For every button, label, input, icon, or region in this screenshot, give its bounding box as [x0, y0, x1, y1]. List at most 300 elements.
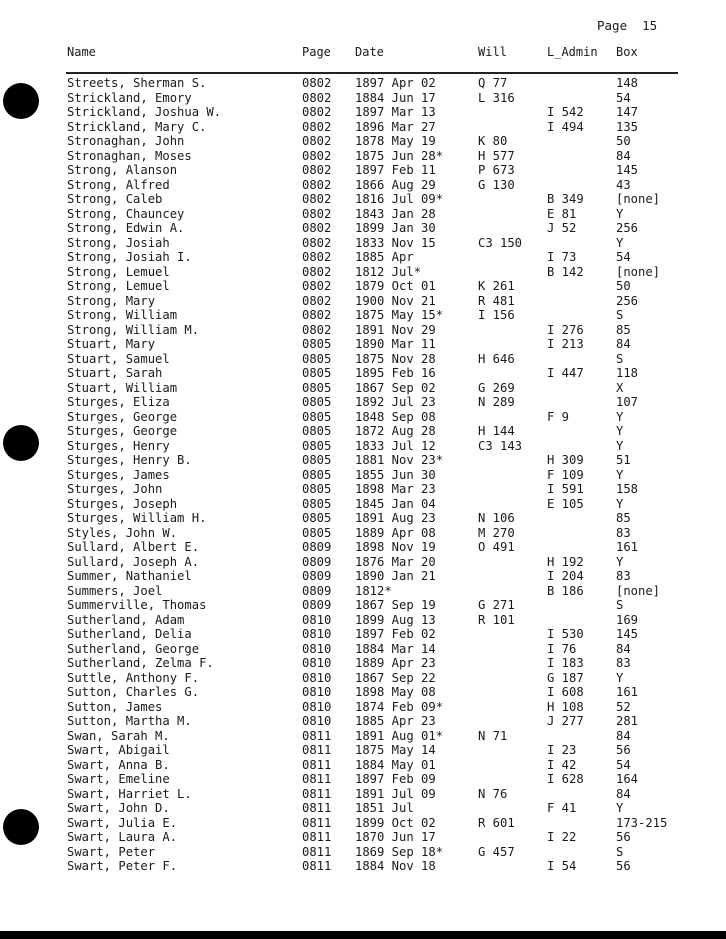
entry-box: 281 — [616, 714, 639, 728]
entry-will: L 316 — [478, 90, 515, 105]
entry-box: 256 — [616, 293, 639, 308]
page-number: Page 15 — [597, 18, 658, 33]
entry-name: Swart, Abigail — [67, 743, 170, 757]
table-row — [0, 613, 726, 628]
entry-date: 1884 Jun 17 — [355, 90, 436, 105]
entry-box: Y — [616, 235, 624, 250]
entry-box: S — [616, 351, 624, 366]
table-row — [0, 294, 726, 309]
entry-date: 1879 Oct 01 — [355, 279, 436, 293]
entry-name: Summers, Joel — [67, 583, 163, 598]
table-row — [0, 323, 726, 338]
entry-admin: I 23 — [547, 743, 577, 757]
header-box: Box — [616, 45, 638, 59]
table-row — [0, 453, 726, 468]
table-row — [0, 526, 726, 541]
entry-admin: E 81 — [547, 206, 577, 221]
entry-page: 0811 — [302, 786, 332, 801]
entry-box: 54 — [616, 90, 631, 105]
entry-box: 56 — [616, 859, 631, 873]
entry-admin: I 628 — [547, 772, 584, 786]
entry-will: Q 77 — [478, 76, 508, 90]
entry-name: Strong, Josiah — [67, 235, 170, 250]
entry-page: 0802 — [302, 293, 332, 308]
table-row — [0, 221, 726, 236]
entry-page: 0811 — [302, 772, 332, 786]
entry-admin: F 109 — [547, 467, 584, 482]
entry-page: 0802 — [302, 221, 332, 235]
table-row — [0, 395, 726, 410]
entry-page: 0809 — [302, 569, 332, 583]
entry-date: 1885 Apr 23 — [355, 714, 436, 728]
entry-admin: G 187 — [547, 670, 584, 685]
entry-name: Sturges, James — [67, 467, 170, 482]
entry-page: 0805 — [302, 467, 332, 482]
table-row — [0, 700, 726, 715]
entry-box: 107 — [616, 395, 639, 409]
entry-name: Sturges, Henry B. — [67, 453, 192, 467]
entry-admin: I 54 — [547, 859, 577, 873]
entry-admin: I 542 — [547, 105, 584, 119]
entry-page: 0802 — [302, 148, 332, 163]
table-row — [0, 772, 726, 787]
entry-admin: I 494 — [547, 119, 584, 134]
entry-will: O 491 — [478, 540, 515, 554]
entry-date: 1891 Aug 01* — [355, 728, 444, 743]
entry-date: 1869 Sep 18* — [355, 844, 444, 859]
entry-page: 0811 — [302, 844, 332, 859]
entry-admin: H 192 — [547, 554, 584, 569]
entry-name: Strong, Alfred — [67, 177, 170, 192]
header-admin: L_Admin — [547, 45, 598, 59]
table-row — [0, 76, 726, 91]
entry-box: 118 — [616, 366, 639, 380]
entry-name: Summer, Nathaniel — [67, 569, 192, 583]
entry-admin: I 183 — [547, 656, 584, 670]
entry-box: Y — [616, 554, 624, 569]
table-row — [0, 816, 726, 831]
entry-name: Sutherland, George — [67, 641, 200, 656]
entry-name: Sturges, Eliza — [67, 395, 170, 409]
entry-date: 1890 Mar 11 — [355, 337, 436, 351]
entry-page: 0805 — [302, 438, 332, 453]
entry-box: 43 — [616, 177, 631, 192]
entry-page: 0810 — [302, 670, 332, 685]
entry-box: 161 — [616, 685, 639, 699]
entry-date: 1875 Nov 28 — [355, 351, 436, 366]
entry-box: X — [616, 380, 624, 395]
entry-will: H 577 — [478, 148, 515, 163]
entry-date: 1897 Feb 02 — [355, 627, 436, 641]
entry-date: 1889 Apr 08 — [355, 525, 436, 540]
entry-box: Y — [616, 424, 624, 438]
entry-admin: I 42 — [547, 757, 577, 772]
index-table — [0, 76, 726, 874]
entry-page: 0805 — [302, 351, 332, 366]
entry-admin: B 142 — [547, 264, 584, 279]
entry-page: 0805 — [302, 511, 332, 525]
table-row — [0, 207, 726, 222]
table-row — [0, 555, 726, 570]
entry-box: 51 — [616, 453, 631, 467]
entry-box: 83 — [616, 525, 631, 540]
entry-date: 1833 Jul 12 — [355, 438, 436, 453]
entry-page: 0802 — [302, 192, 332, 206]
entry-date: 1812 Jul* — [355, 264, 422, 279]
entry-box: 135 — [616, 119, 639, 134]
entry-will: K 80 — [478, 134, 508, 148]
entry-will: I 156 — [478, 308, 515, 322]
entry-admin: I 608 — [547, 685, 584, 699]
entry-box: 173-215 — [616, 815, 668, 830]
entry-page: 0805 — [302, 424, 332, 438]
entry-box: [none] — [616, 583, 661, 598]
entry-name: Sutherland, Zelma F. — [67, 656, 214, 670]
entry-page: 0810 — [302, 641, 332, 656]
entry-name: Sturges, George — [67, 409, 178, 424]
entry-page: 0802 — [302, 119, 332, 134]
table-row — [0, 627, 726, 642]
entry-admin: H 108 — [547, 699, 584, 714]
table-row — [0, 671, 726, 686]
header-name: Name — [67, 45, 96, 59]
entry-box: 84 — [616, 728, 631, 743]
entry-admin: J 52 — [547, 221, 577, 235]
table-row — [0, 714, 726, 729]
entry-date: 1874 Feb 09* — [355, 699, 444, 714]
entry-box: 84 — [616, 641, 631, 656]
entry-name: Sturges, Joseph — [67, 496, 178, 511]
entry-page: 0802 — [302, 134, 332, 148]
entry-date: 1899 Oct 02 — [355, 815, 436, 830]
entry-admin: B 186 — [547, 583, 584, 598]
entry-box: 256 — [616, 221, 639, 235]
entry-will: N 106 — [478, 511, 515, 525]
entry-page: 0810 — [302, 627, 332, 641]
entry-box: 50 — [616, 279, 631, 293]
entry-name: Suttle, Anthony F. — [67, 670, 200, 685]
entry-name: Styles, John W. — [67, 525, 178, 540]
entry-will: R 101 — [478, 612, 515, 627]
entry-date: 1878 May 19 — [355, 134, 436, 148]
entry-page: 0802 — [302, 177, 332, 192]
entry-box: 83 — [616, 569, 631, 583]
table-row — [0, 178, 726, 193]
entry-date: 1875 May 15* — [355, 308, 444, 322]
entry-admin: F 41 — [547, 801, 577, 815]
entry-name: Swart, Peter F. — [67, 859, 178, 873]
entry-box: Y — [616, 801, 624, 815]
entry-box: 52 — [616, 699, 631, 714]
entry-date: 1884 Mar 14 — [355, 641, 436, 656]
entry-date: 1899 Jan 30 — [355, 221, 436, 235]
entry-admin: F 9 — [547, 409, 570, 424]
table-row — [0, 134, 726, 149]
entry-box: [none] — [616, 192, 661, 206]
entry-page: 0802 — [302, 206, 332, 221]
entry-name: Sturges, William H. — [67, 511, 207, 525]
entry-date: 1881 Nov 23* — [355, 453, 444, 467]
entry-date: 1867 Sep 02 — [355, 380, 436, 395]
entry-name: Stuart, Samuel — [67, 351, 170, 366]
entry-date: 1884 May 01 — [355, 757, 436, 772]
entry-name: Sturges, John — [67, 482, 163, 496]
entry-date: 1898 Mar 23 — [355, 482, 436, 496]
entry-page: 0805 — [302, 409, 332, 424]
entry-date: 1897 Feb 11 — [355, 163, 436, 177]
entry-admin: H 309 — [547, 453, 584, 467]
entry-admin: I 22 — [547, 830, 577, 844]
entry-page: 0805 — [302, 380, 332, 395]
entry-will: H 144 — [478, 424, 515, 438]
entry-page: 0802 — [302, 308, 332, 322]
entry-name: Stuart, Sarah — [67, 366, 163, 380]
entry-date: 1866 Aug 29 — [355, 177, 436, 192]
entry-date: 1876 Mar 20 — [355, 554, 436, 569]
entry-page: 0811 — [302, 815, 332, 830]
table-row — [0, 279, 726, 294]
entry-page: 0805 — [302, 366, 332, 380]
table-row — [0, 410, 726, 425]
entry-date: 1899 Aug 13 — [355, 612, 436, 627]
entry-box: 56 — [616, 830, 631, 844]
entry-page: 0805 — [302, 453, 332, 467]
table-row — [0, 845, 726, 860]
entry-admin: E 105 — [547, 496, 584, 511]
entry-name: Strong, Lemuel — [67, 264, 170, 279]
entry-name: Sutherland, Adam — [67, 612, 185, 627]
entry-page: 0810 — [302, 699, 332, 714]
entry-page: 0802 — [302, 322, 332, 337]
entry-admin: I 73 — [547, 250, 577, 264]
entry-page: 0802 — [302, 105, 332, 119]
entry-will: K 261 — [478, 279, 515, 293]
entry-name: Swart, Peter — [67, 844, 156, 859]
entry-page: 0805 — [302, 482, 332, 496]
entry-page: 0810 — [302, 685, 332, 699]
entry-date: 1845 Jan 04 — [355, 496, 436, 511]
entry-page: 0802 — [302, 235, 332, 250]
entry-box: 147 — [616, 105, 639, 119]
entry-date: 1892 Jul 23 — [355, 395, 436, 409]
entry-date: 1890 Jan 21 — [355, 569, 436, 583]
entry-page: 0811 — [302, 859, 332, 873]
table-row — [0, 584, 726, 599]
entry-page: 0809 — [302, 583, 332, 598]
table-row — [0, 250, 726, 265]
entry-admin: I 204 — [547, 569, 584, 583]
entry-box: S — [616, 844, 624, 859]
table-row — [0, 439, 726, 454]
table-row — [0, 482, 726, 497]
entry-date: 1895 Feb 16 — [355, 366, 436, 380]
table-row — [0, 830, 726, 845]
entry-page: 0810 — [302, 612, 332, 627]
table-row — [0, 511, 726, 526]
entry-name: Swart, Emeline — [67, 772, 170, 786]
entry-name: Strong, Mary — [67, 293, 156, 308]
header-page: Page — [302, 45, 331, 59]
table-row — [0, 149, 726, 164]
entry-name: Sutton, Martha M. — [67, 714, 192, 728]
table-row — [0, 540, 726, 555]
entry-name: Strickland, Mary C. — [67, 119, 207, 134]
entry-date: 1891 Jul 09 — [355, 786, 436, 801]
entry-page: 0811 — [302, 830, 332, 844]
entry-page: 0802 — [302, 163, 332, 177]
entry-page: 0805 — [302, 395, 332, 409]
entry-box: 84 — [616, 337, 631, 351]
entry-admin: I 213 — [547, 337, 584, 351]
table-row — [0, 598, 726, 613]
entry-box: 54 — [616, 757, 631, 772]
entry-page: 0810 — [302, 656, 332, 670]
table-row — [0, 729, 726, 744]
entry-name: Sutton, Charles G. — [67, 685, 200, 699]
entry-date: 1885 Apr — [355, 250, 414, 264]
entry-name: Swart, Harriet L. — [67, 786, 192, 801]
entry-name: Strong, Lemuel — [67, 279, 170, 293]
table-row — [0, 787, 726, 802]
entry-name: Strong, William M. — [67, 322, 200, 337]
entry-box: Y — [616, 467, 624, 482]
entry-box: 85 — [616, 322, 631, 337]
entry-box: 54 — [616, 250, 631, 264]
entry-date: 1875 May 14 — [355, 743, 436, 757]
entry-box: 84 — [616, 148, 631, 163]
entry-name: Stuart, William — [67, 380, 178, 395]
entry-page: 0805 — [302, 337, 332, 351]
entry-box: Y — [616, 206, 624, 221]
entry-admin: I 530 — [547, 627, 584, 641]
entry-box: 84 — [616, 786, 631, 801]
entry-name: Swart, John D. — [67, 801, 170, 815]
table-row — [0, 685, 726, 700]
entry-will: H 646 — [478, 351, 515, 366]
entry-name: Strong, Edwin A. — [67, 221, 185, 235]
entry-will: G 271 — [478, 598, 515, 612]
entry-date: 1843 Jan 28 — [355, 206, 436, 221]
entry-date: 1897 Feb 09 — [355, 772, 436, 786]
entry-admin: I 276 — [547, 322, 584, 337]
entry-admin: I 76 — [547, 641, 577, 656]
entry-page: 0802 — [302, 76, 332, 90]
entry-will: R 481 — [478, 293, 515, 308]
entry-box: 169 — [616, 612, 639, 627]
entry-box: 148 — [616, 76, 639, 90]
entry-will: C3 143 — [478, 438, 523, 453]
header-will: Will — [478, 45, 507, 59]
entry-name: Strong, Alanson — [67, 163, 178, 177]
entry-name: Strickland, Emory — [67, 90, 192, 105]
entry-page: 0811 — [302, 801, 332, 815]
entry-name: Strong, Josiah I. — [67, 250, 192, 264]
entry-admin: B 349 — [547, 192, 584, 206]
entry-box: Y — [616, 438, 624, 453]
entry-box: 161 — [616, 540, 639, 554]
entry-date: 1833 Nov 15 — [355, 235, 436, 250]
entry-will: G 269 — [478, 380, 515, 395]
table-row — [0, 192, 726, 207]
entry-page: 0811 — [302, 757, 332, 772]
entry-date: 1897 Mar 13 — [355, 105, 436, 119]
entry-date: 1872 Aug 28 — [355, 424, 436, 438]
entry-box: 164 — [616, 772, 639, 786]
entry-will: R 601 — [478, 815, 515, 830]
entry-date: 1855 Jun 30 — [355, 467, 436, 482]
entry-page: 0809 — [302, 540, 332, 554]
table-row — [0, 236, 726, 251]
table-row — [0, 352, 726, 367]
entry-date: 1875 Jun 28* — [355, 148, 444, 163]
entry-page: 0809 — [302, 554, 332, 569]
entry-box: Y — [616, 670, 624, 685]
table-row — [0, 105, 726, 120]
entry-page: 0805 — [302, 525, 332, 540]
table-row — [0, 758, 726, 773]
entry-box: 56 — [616, 743, 631, 757]
entry-name: Sutton, James — [67, 699, 163, 714]
entry-will: M 270 — [478, 525, 515, 540]
table-row — [0, 91, 726, 106]
entry-name: Sutherland, Delia — [67, 627, 192, 641]
entry-date: 1848 Sep 08 — [355, 409, 436, 424]
entry-name: Stronaghan, John — [67, 134, 185, 148]
entry-page: 0802 — [302, 250, 332, 264]
entry-name: Stronaghan, Moses — [67, 148, 192, 163]
entry-box: 85 — [616, 511, 631, 525]
entry-date: 1812* — [355, 583, 392, 598]
entry-name: Stuart, Mary — [67, 337, 156, 351]
header-date: Date — [355, 45, 384, 59]
entry-box: 145 — [616, 163, 639, 177]
entry-admin: I 447 — [547, 366, 584, 380]
entry-admin: J 277 — [547, 714, 584, 728]
entry-name: Swan, Sarah M. — [67, 728, 170, 743]
entry-will: N 76 — [478, 786, 508, 801]
entry-page: 0805 — [302, 496, 332, 511]
entry-name: Swart, Julia E. — [67, 815, 178, 830]
entry-will: G 457 — [478, 844, 515, 859]
entry-box: 158 — [616, 482, 639, 496]
entry-admin: I 591 — [547, 482, 584, 496]
table-row — [0, 801, 726, 816]
entry-box: 50 — [616, 134, 631, 148]
entry-box: Y — [616, 496, 624, 511]
header-rule — [66, 72, 678, 74]
entry-will: C3 150 — [478, 235, 523, 250]
table-row — [0, 366, 726, 381]
entry-box: S — [616, 598, 624, 612]
entry-name: Sullard, Joseph A. — [67, 554, 200, 569]
table-row — [0, 656, 726, 671]
entry-date: 1867 Sep 22 — [355, 670, 436, 685]
scan-edge — [0, 931, 726, 939]
entry-will: P 673 — [478, 163, 515, 177]
table-row — [0, 743, 726, 758]
entry-page: 0811 — [302, 743, 332, 757]
entry-name: Summerville, Thomas — [67, 598, 207, 612]
entry-page: 0809 — [302, 598, 332, 612]
entry-page: 0810 — [302, 714, 332, 728]
entry-page: 0802 — [302, 90, 332, 105]
entry-date: 1898 May 08 — [355, 685, 436, 699]
entry-box: [none] — [616, 264, 661, 279]
entry-date: 1898 Nov 19 — [355, 540, 436, 554]
table-row — [0, 163, 726, 178]
entry-box: 83 — [616, 656, 631, 670]
entry-will: G 130 — [478, 177, 515, 192]
